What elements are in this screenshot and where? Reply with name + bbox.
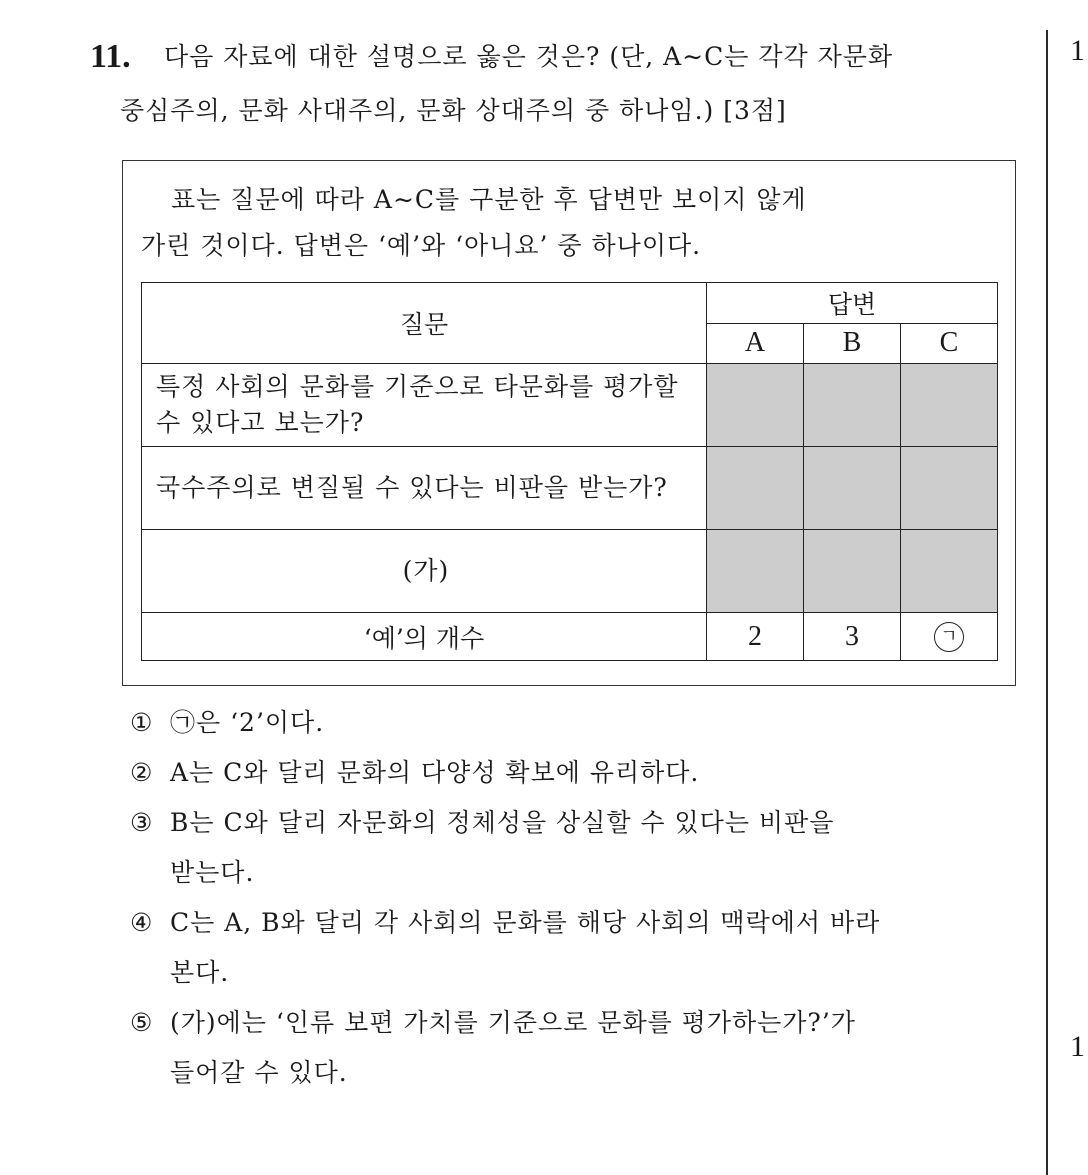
count-c [901, 613, 998, 661]
count-label: ‘예’의 개수 [142, 613, 707, 661]
hidden-answer-cell [804, 530, 901, 613]
option-text: A는 C와 달리 문화의 다양성 확보에 유리하다. [170, 758, 700, 787]
header-question: 질문 [142, 283, 707, 364]
header-col-b: B [804, 323, 901, 364]
column-divider [1046, 30, 1048, 1175]
hidden-answer-cell [901, 447, 998, 530]
hidden-answer-cell [901, 364, 998, 447]
table-row [142, 447, 998, 530]
table-row [142, 364, 998, 447]
header-col-c: C [901, 323, 998, 364]
option-text: C는 A, B와 달리 각 사회의 문화를 해당 사회의 맥락에서 바라 [170, 908, 881, 937]
question-number: 11. [90, 38, 131, 75]
option-2[interactable] [130, 748, 1030, 798]
table-row [142, 530, 998, 613]
hidden-answer-cell [804, 447, 901, 530]
option-5[interactable] [130, 998, 1030, 1098]
data-box [122, 160, 1016, 686]
option-text-continued: 들어갈 수 있다. [170, 1058, 348, 1087]
hidden-answer-cell [707, 364, 804, 447]
box-intro [141, 177, 1003, 269]
next-column-question-number-bottom: 1 [1070, 1030, 1085, 1063]
header-col-a: A [707, 323, 804, 364]
stem-line-1: 다음 자료에 대한 설명으로 옳은 것은? (단, A∼C는 각각 자문화 [164, 42, 894, 71]
option-3[interactable] [130, 798, 1030, 898]
hidden-answer-cell [901, 530, 998, 613]
count-a: 2 [707, 613, 804, 661]
option-mark: ① [130, 708, 154, 737]
row-question: 국수주의로 변질될 수 있다는 비판을 받는가? [142, 447, 707, 530]
answer-options [130, 698, 1030, 1098]
option-mark: ④ [130, 908, 154, 937]
option-text: (가)에는 ‘인류 보편 가치를 기준으로 문화를 평가하는가?’가 [170, 1008, 856, 1037]
option-text: B는 C와 달리 자문화의 정체성을 상실할 수 있다는 비판을 [170, 808, 835, 837]
header-answer: 답변 [707, 283, 998, 324]
row-question: 특정 사회의 문화를 기준으로 타문화를 평가할 수 있다고 보는가? [142, 364, 707, 447]
option-text: ㉠은 ‘2’이다. [170, 708, 325, 737]
option-1[interactable] [130, 698, 1030, 748]
option-4[interactable] [130, 898, 1030, 998]
hidden-answer-cell [707, 530, 804, 613]
next-column-question-number-top: 1 [1070, 34, 1085, 67]
hidden-answer-cell [804, 364, 901, 447]
stem-line-2: 중심주의, 문화 사대주의, 문화 상대주의 중 하나임.) [3점] [120, 96, 787, 125]
count-b: 3 [804, 613, 901, 661]
intro-line-1: 표는 질문에 따라 A∼C를 구분한 후 답변만 보이지 않게 [171, 185, 807, 214]
option-text-continued: 받는다. [170, 858, 255, 887]
question-stem [120, 30, 1024, 138]
hidden-answer-cell [707, 447, 804, 530]
option-mark: ② [130, 758, 154, 787]
count-c-symbol: ㄱ [934, 622, 964, 652]
option-text-continued: 본다. [170, 958, 230, 987]
intro-line-2: 가린 것이다. 답변은 ‘예’와 ‘아니요’ 중 하나이다. [141, 231, 702, 260]
answer-table [141, 282, 998, 661]
row-question: (가) [142, 530, 707, 613]
count-row [142, 613, 998, 661]
option-mark: ⑤ [130, 1008, 154, 1037]
option-mark: ③ [130, 808, 154, 837]
